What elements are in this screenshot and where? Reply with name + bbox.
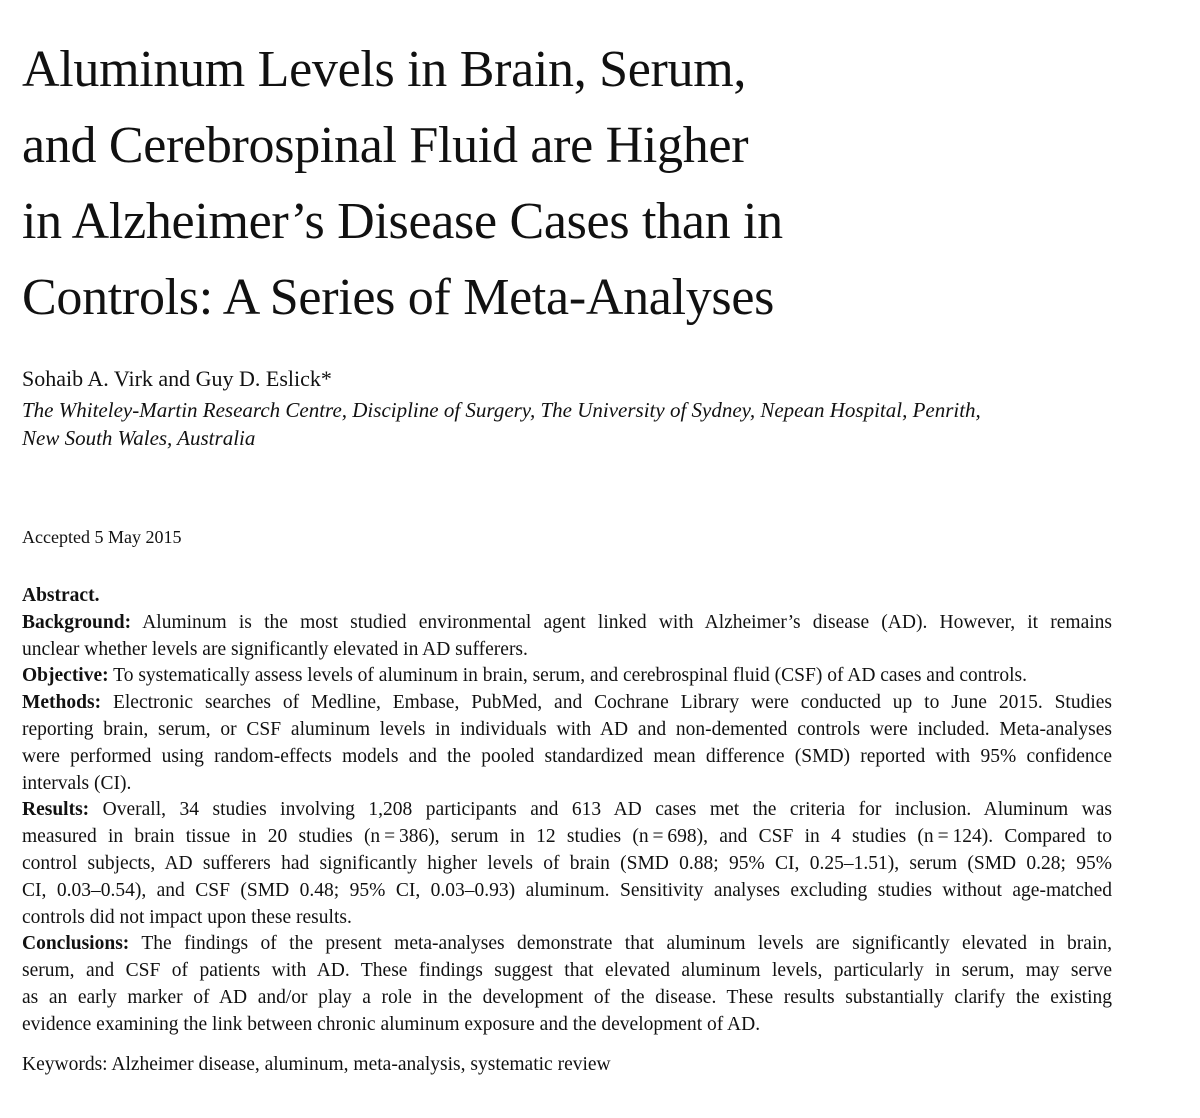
abstract-line: evidence examining the link between chronic aluminum exposure and the development of AD.: [22, 1013, 761, 1035]
abstract-objective: [22, 663, 1112, 690]
section-label: Objective:: [22, 665, 109, 687]
abstract-line: [22, 663, 1112, 690]
title-line: Aluminum Levels in Brain, Serum,: [22, 41, 747, 98]
abstract-heading: Abstract.: [22, 585, 100, 606]
accepted-date: Accepted 5 May 2015: [22, 527, 182, 547]
abstract-methods: [22, 690, 1112, 797]
author-list: Sohaib A. Virk and Guy D. Eslick*: [22, 366, 332, 391]
abstract: [22, 583, 1112, 1039]
section-text: To systematically assess levels of aluminum in brain, serum, and cerebrospinal fluid (CSF) of AD cases and controls.: [108, 665, 1028, 687]
section-text: Overall, 34 studies involving 1,208 participants and 613 AD cases met the criteria for inclusion. Aluminum was: [89, 799, 1112, 821]
abstract-line: [22, 610, 1112, 637]
title-line: and Cerebrospinal Fluid are Higher: [22, 117, 749, 174]
abstract-line: control subjects, AD sufferers had significantly higher levels of brain (SMD 0.88; 95% CI, 0.25–1.51), serum (SMD 0.28; 95%: [22, 852, 1112, 874]
abstract-line: reporting brain, serum, or CSF aluminum levels in individuals with AD and non-demented controls were included. Meta-analyses: [22, 718, 1112, 740]
section-label: Conclusions:: [22, 933, 130, 955]
abstract-line: measured in brain tissue in 20 studies (n = 386), serum in 12 studies (n = 698), and CSF in 4 studies (n = 124). Compared to: [22, 826, 1112, 848]
affiliation-line: New South Wales, Australia: [22, 426, 256, 450]
affiliation-line: The Whiteley-Martin Research Centre, Discipline of Surgery, The University of Sydney, Nepean Hospital, Penrith,: [22, 398, 981, 422]
abstract-line: [22, 931, 1112, 958]
title-line: Controls: A Series of Meta-Analyses: [22, 269, 775, 326]
section-text: Aluminum is the most studied environmental agent linked with Alzheimer’s disease (AD). However, it remains: [131, 611, 1112, 633]
section-text: The findings of the present meta-analyses demonstrate that aluminum levels are significantly elevated in brain,: [129, 933, 1112, 955]
section-label: Results:: [22, 799, 90, 821]
keywords: Keywords: Alzheimer disease, aluminum, meta-analysis, systematic review: [22, 1054, 611, 1075]
section-label: Methods:: [22, 692, 102, 714]
abstract-line: [22, 690, 1112, 717]
abstract-line: [22, 797, 1112, 824]
abstract-background: [22, 610, 1112, 664]
title-line: in Alzheimer’s Disease Cases than in: [22, 193, 783, 250]
abstract-line: were performed using random-effects models and the pooled standardized mean difference (SMD) reported with 95% confidence: [22, 745, 1112, 767]
abstract-line: serum, and CSF of patients with AD. These findings suggest that elevated aluminum levels, particularly in serum, may serve: [22, 960, 1112, 982]
paper-title: [22, 32, 1022, 336]
abstract-results: [22, 797, 1112, 931]
abstract-line: unclear whether levels are significantly elevated in AD sufferers.: [22, 638, 528, 660]
abstract-line: CI, 0.03–0.54), and CSF (SMD 0.48; 95% CI, 0.03–0.93) aluminum. Sensitivity analyses excluding studies without age-matched: [22, 879, 1112, 901]
abstract-conclusions: [22, 931, 1112, 1038]
affiliation: [22, 396, 1112, 452]
abstract-line: intervals (CI).: [22, 772, 132, 794]
abstract-line: as an early marker of AD and/or play a role in the development of the disease. These results substantially clarify the existing: [22, 986, 1112, 1008]
section-label: Background:: [22, 611, 132, 633]
section-text: Electronic searches of Medline, Embase, PubMed, and Cochrane Library were conducted up to June 2015. Studies: [101, 692, 1112, 714]
abstract-line: controls did not impact upon these results.: [22, 906, 352, 928]
